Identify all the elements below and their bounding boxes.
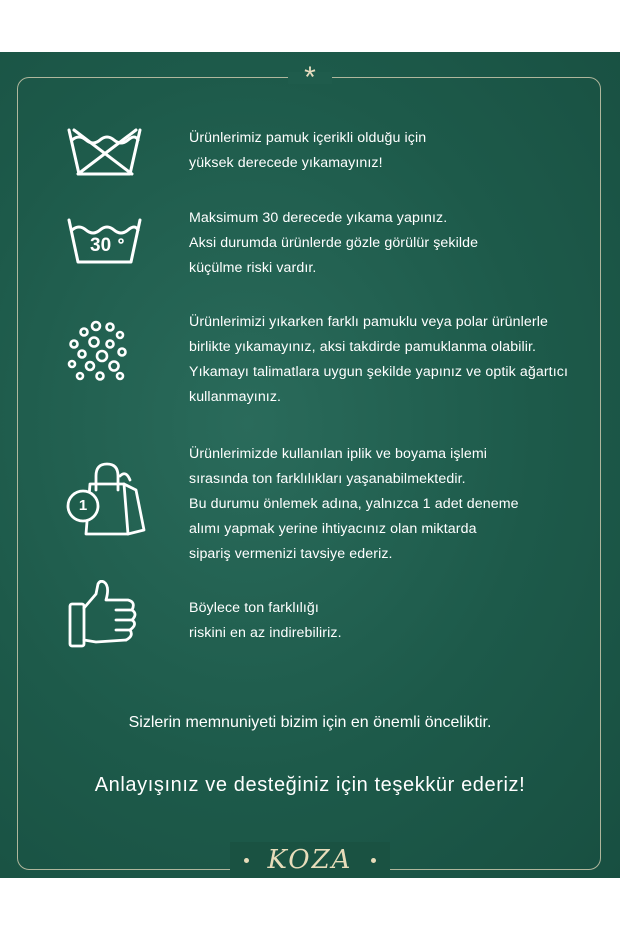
wash-30-icon [66,216,146,266]
care-text-line: Maksimum 30 derecede yıkama yapınız. [189,210,448,226]
logo-dot-icon [371,858,376,863]
care-text-line: Ürünlerimiz pamuk içerikli olduğu için [189,130,427,146]
shopping-bag-icon [66,460,148,540]
care-text-line: birlikte yıkamayınız, aksi takdirde pamuklanma olabilir. [189,339,537,355]
wash-temperature-label: 30 [90,235,112,256]
quantity-label: 1 [78,497,88,514]
thank-you-message: Anlayışınız ve desteğiniz için teşekkür ederiz! [94,774,526,796]
care-text-line: Ürünlerimizi yıkarken farklı pamuklu veya polar ürünlerle [189,314,548,330]
thumbs-up-icon [66,580,142,650]
pilling-icon [66,320,128,382]
care-card [0,52,620,878]
satisfaction-slogan: Sizlerin memnuniyeti bizim için en önemli önceliktir. [128,714,492,731]
care-text-line: küçülme riski vardır. [189,260,317,276]
no-wash-icon [66,126,146,180]
care-text-line: Aksi durumda ürünlerde gözle görülür şekilde [189,235,479,251]
care-text-line: yüksek derecede yıkamayınız! [189,155,383,171]
care-text-line: sırasında ton farklılıkları yaşanabilmektedir. [189,471,466,487]
care-text-line: Böylece ton farklılığı [189,600,319,616]
asterisk-ornament-icon: * [304,61,316,94]
care-text-line: alımı yapmak yerine ihtiyacınız olan miktarda [189,521,477,537]
care-text-line: sipariş vermenizi tavsiye ederiz. [189,546,393,562]
care-text-line: riskini en az indirebiliriz. [189,625,342,641]
care-text-line: Yıkamayı talimatlara uygun şekilde yapınız ve optik ağartıcı [189,364,568,380]
care-text-line: Ürünlerimizde kullanılan iplik ve boyama işlemi [189,446,488,462]
care-text-line: kullanmayınız. [189,389,282,405]
brand-logo [230,842,390,878]
care-text-line: Bu durumu önlemek adına, yalnızca 1 adet deneme [189,496,519,512]
brand-logo-text: KOZA [267,845,353,875]
